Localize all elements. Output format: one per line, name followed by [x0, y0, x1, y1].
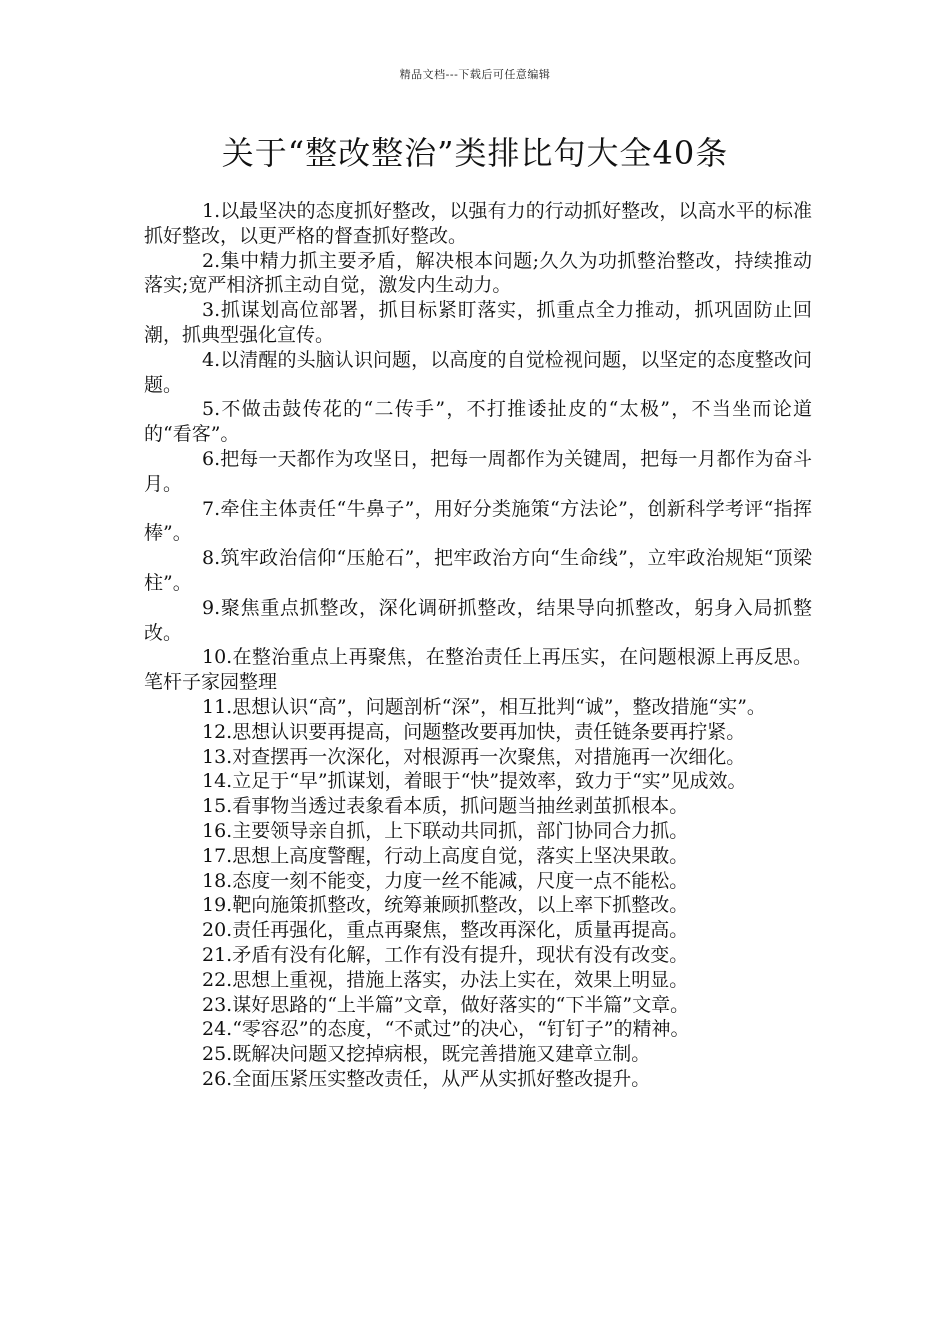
list-item: 9.聚焦重点抓整改，深化调研抓整改，结果导向抓整改，躬身入局抓整改。	[144, 596, 812, 644]
list-item: 4.以清醒的头脑认识问题，以高度的自觉检视问题，以坚定的态度整改问题。	[144, 348, 812, 396]
list-item: 25.既解决问题又挖掉病根，既完善措施又建章立制。	[202, 1043, 651, 1066]
list-item: 15.看事物当透过表象看本质，抓问题当抽丝剥茧抓根本。	[202, 795, 689, 818]
list-item: 13.对查摆再一次深化，对根源再一次聚焦，对措施再一次细化。	[202, 745, 746, 768]
list-item: 16.主要领导亲自抓，上下联动共同抓，部门协同合力抓。	[202, 819, 689, 842]
list-item: 21.矛盾有没有化解，工作有没有提升，现状有没有改变。	[202, 943, 689, 966]
list-item: 11.思想认识“高”，问题剖析“深”，相互批判“诚”，整改措施“实”。	[202, 695, 766, 718]
list-item: 26.全面压紧压实整改责任，从严从实抓好整改提升。	[202, 1067, 651, 1090]
list-item: 14.立足于“早”抓谋划，着眼于“快”提效率，致力于“实”见成效。	[202, 770, 747, 793]
list-item: 24.“零容忍”的态度，“不贰过”的决心，“钉钉子”的精神。	[202, 1018, 690, 1041]
list-item: 1.以最坚决的态度抓好整改，以强有力的行动抓好整改，以高水平的标准抓好整改，以更严格的督查抓好整改。	[144, 200, 812, 247]
list-item: 18.态度一刻不能变，力度一丝不能减，尺度一点不能松。	[202, 869, 689, 892]
list-item: 17.思想上高度警醒，行动上高度自觉，落实上坚决果敢。	[202, 844, 689, 867]
list-item: 2.集中精力抓主要矛盾，解决根本问题;久久为功抓整治整改，持续推动落实;宽严相济抓主动自觉，激发内生动力。	[144, 249, 812, 297]
list-item: 8.筑牢政治信仰“压舱石”，把牢政治方向“生命线”，立牢政治规矩“顶梁柱”。	[144, 547, 812, 594]
list-item: 22.思想上重视，措施上落实，办法上实在，效果上明显。	[202, 968, 689, 991]
list-item: 10.在整治重点上再聚焦，在整治责任上再压实，在问题根源上再反思。笔杆子家园整理	[144, 646, 812, 694]
list-item: 3.抓谋划高位部署，抓目标紧盯落实，抓重点全力推动，抓巩固防止回潮，抓典型强化宣传。	[144, 299, 812, 346]
list-item: 6.把每一天都作为攻坚日，把每一周都作为关键周，把每一月都作为奋斗月。	[144, 447, 812, 495]
header-note: 精品文档---下载后可任意编辑	[399, 68, 551, 81]
document-title: 关于“整改整治”类排比句大全40条	[221, 134, 729, 172]
list-item: 23.谋好思路的“上半篇”文章，做好落实的“下半篇”文章。	[202, 993, 690, 1016]
list-item: 20.责任再强化，重点再聚焦，整改再深化，质量再提高。	[202, 919, 689, 942]
item-list	[144, 199, 812, 1092]
list-item: 12.思想认识要再提高，问题整改要再加快，责任链条要再拧紧。	[202, 720, 746, 743]
list-item: 5.不做击鼓传花的“二传手”，不打推诿扯皮的“太极”，不当坐而论道的“看客”。	[144, 398, 812, 446]
list-item: 7.牵住主体责任“牛鼻子”，用好分类施策“方法论”，创新科学考评“指挥棒”。	[144, 497, 812, 545]
list-item: 19.靶向施策抓整改，统筹兼顾抓整改，以上率下抓整改。	[202, 894, 689, 917]
